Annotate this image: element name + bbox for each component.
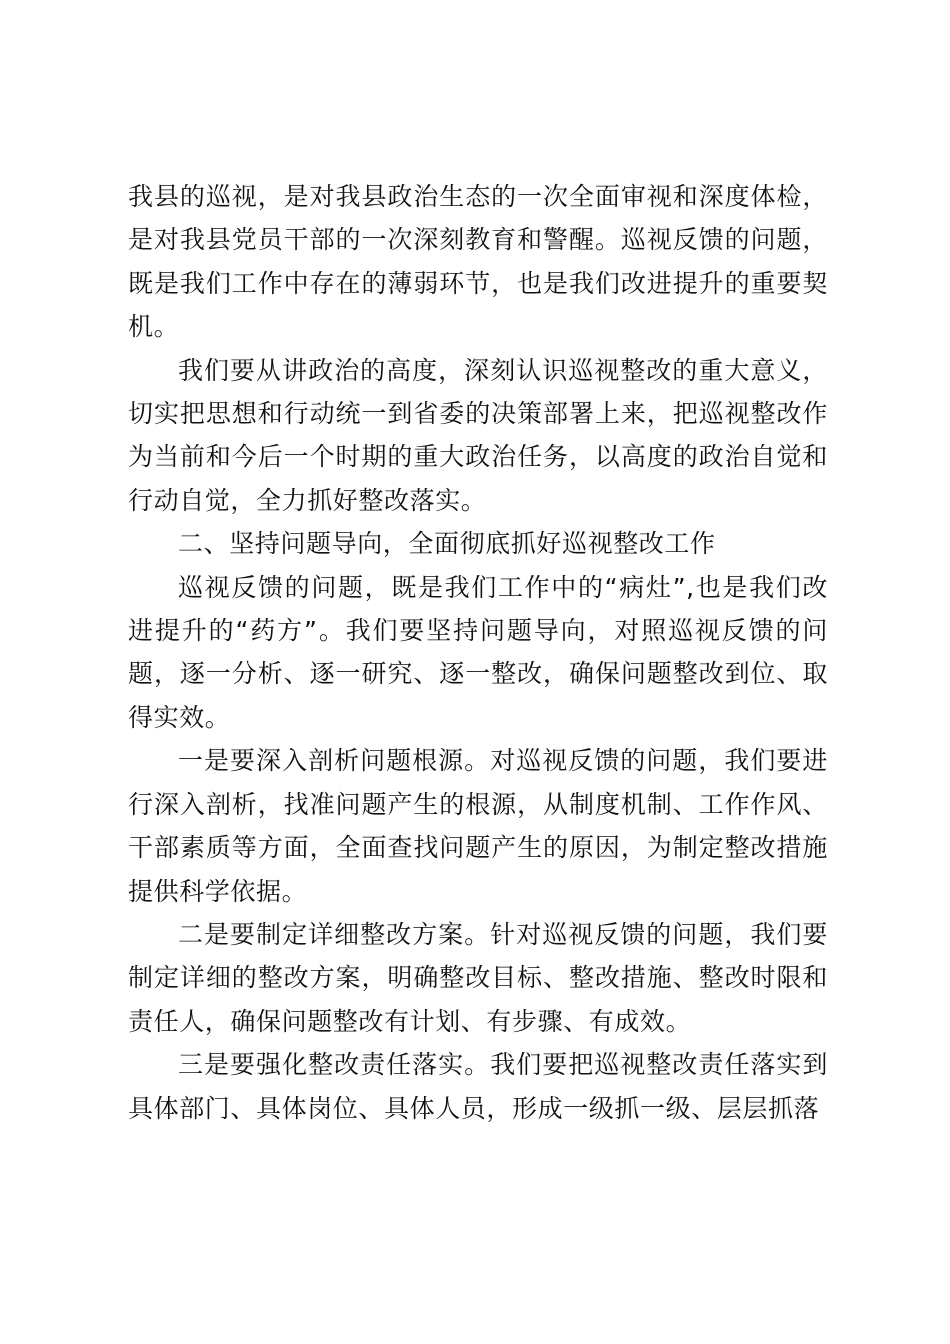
section-heading: 二、坚持问题导向，全面彻底抓好巡视整改工作 xyxy=(178,529,716,559)
paragraph-2: 我们要从讲政治的高度，深刻认识巡视整改的重大意义，切实把思想和行动统一到省委的决策部署上来，把巡视整改作为当前和今后一个时期的重大政治任务，以高度的政治自觉和行动自觉，全力抓好整改落实。 xyxy=(128,355,828,515)
paragraph-6: 三是要强化整改责任落实。我们要把巡视整改责任落实到具体部门、具体岗位、具体人员，形成一级抓一级、层层抓落 xyxy=(128,1050,828,1123)
paragraph-5: 二是要制定详细整改方案。针对巡视反馈的问题，我们要制定详细的整改方案，明确整改目标、整改措施、整改时限和责任人，确保问题整改有计划、有步骤、有成效。 xyxy=(128,919,828,1036)
document-body xyxy=(128,175,828,1130)
paragraph-1: 我县的巡视，是对我县政治生态的一次全面审视和深度体检，是对我县党员干部的一次深刻教育和警醒。巡视反馈的问题，既是我们工作中存在的薄弱环节，也是我们改进提升的重要契机。 xyxy=(128,182,828,342)
paragraph-3: 巡视反馈的问题，既是我们工作中的“病灶”,也是我们改进提升的“药方”。我们要坚持问题导向，对照巡视反馈的问题，逐一分析、逐一研究、逐一整改，确保问题整改到位、取得实效。 xyxy=(128,572,828,732)
paragraph-4: 一是要深入剖析问题根源。对巡视反馈的问题，我们要进行深入剖析，找准问题产生的根源，从制度机制、工作作风、干部素质等方面，全面查找问题产生的原因，为制定整改措施提供科学依据。 xyxy=(128,746,828,906)
